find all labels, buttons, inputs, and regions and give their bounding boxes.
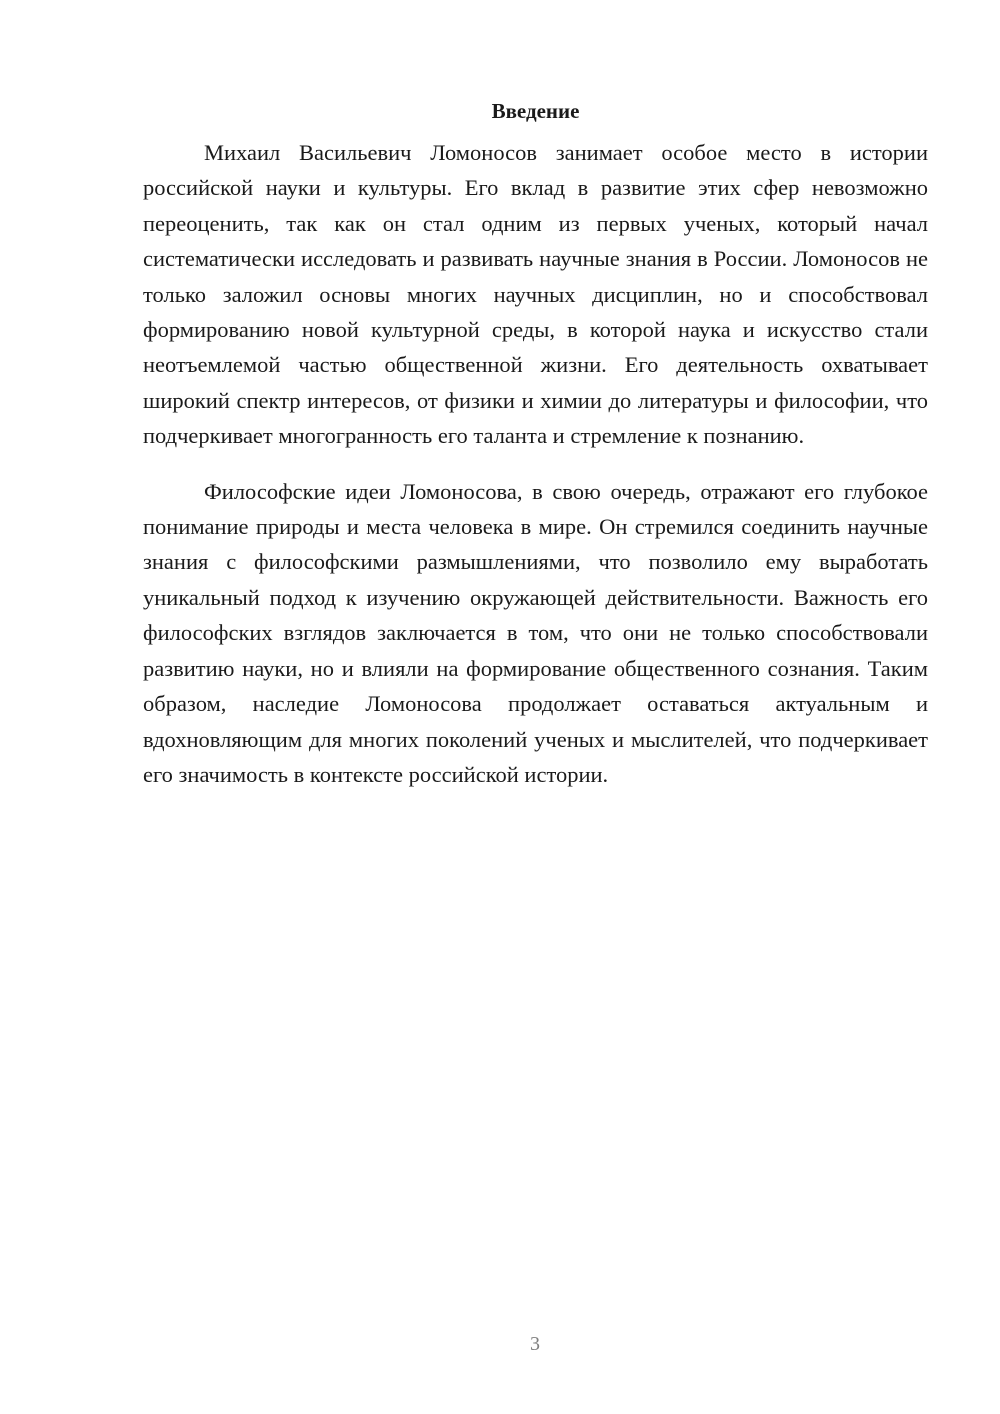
section-title: Введение	[491, 99, 580, 123]
paragraph-intro: Михаил Васильевич Ломоносов занимает особое место в истории российской науки и культуры. Его вклад в развитие этих сфер невозможно переоценить, так как он стал одним из первых ученых, который начал систематически исследовать и развивать научные знания в России. Ломоносов не только заложил основы многих научных дисциплин, но и способствовал формированию новой культурной среды, в которой наука и искусство стали неотъемлемой частью общественной жизни. Его деятельность охватывает широкий спектр интересов, от физики и химии до литературы и философии, что подчеркивает многогранность его таланта и стремление к познанию.	[143, 140, 928, 449]
document-body	[143, 94, 928, 812]
paragraph-philosophy: Философские идеи Ломоносова, в свою очередь, отражают его глубокое понимание природы и места человека в мире. Он стремился соединить научные знания с философскими размышлениями, что позволило ему выработать уникальный подход к изучению окружающей действительности. Важность его философских взглядов заключается в том, что они не только способствовали развитию науки, но и влияли на формирование общественного сознания. Таким образом, наследие Ломоносова продолжает оставаться актуальным и вдохновляющим для многих поколений ученых и мыслителей, что подчеркивает его значимость в контексте российской истории.	[143, 478, 928, 787]
page-number: 3	[530, 1333, 540, 1355]
